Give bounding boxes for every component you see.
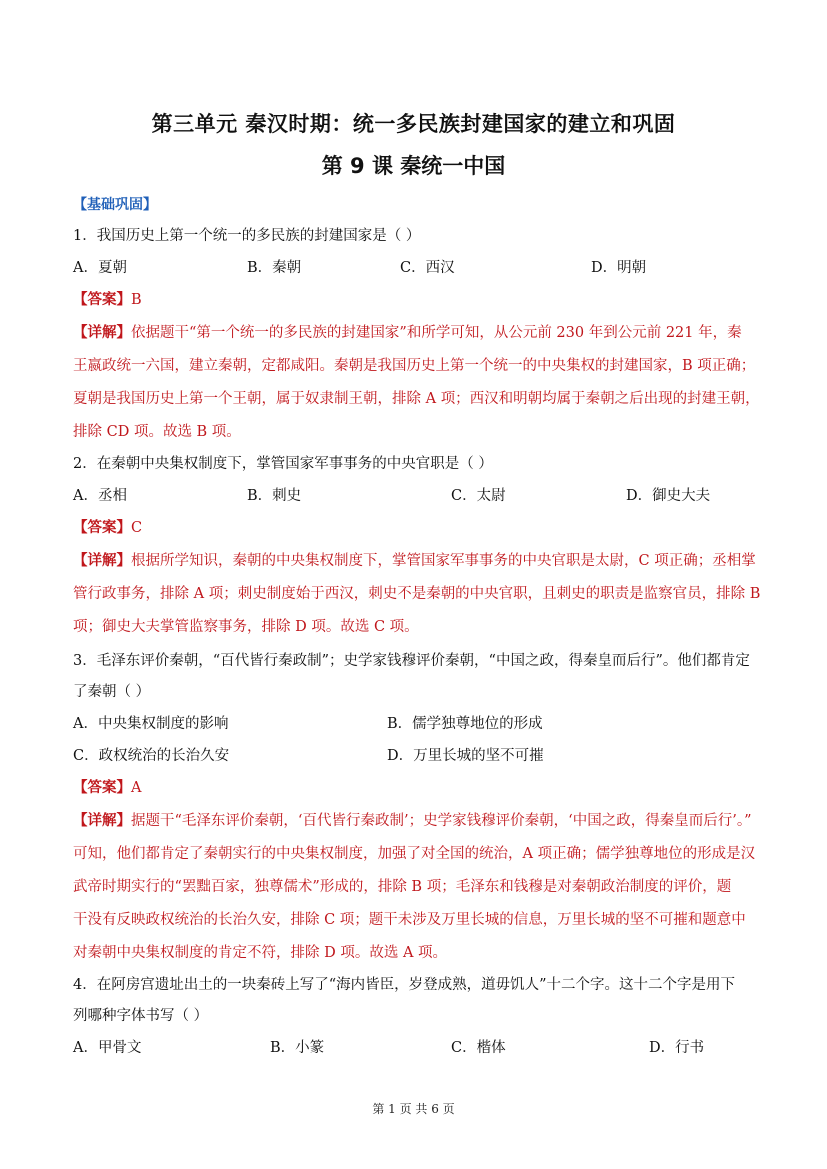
section-label: 【基础巩固】 [73,197,157,213]
detail-label: 【详解】 [73,325,131,341]
lesson-title: 第 9 课 秦统一中国 [321,154,506,178]
unit-title: 第三单元 秦汉时期：统一多民族封建国家的建立和巩固 [151,112,676,136]
question-2-detail-line: 管行政事务，排除 A 项；刺史制度始于西汉，刺史不是秦朝的中央官职，且刺史的职责是监察官员，排除 B [73,586,761,602]
question-3-option-a: A．中央集权制度的影响 [73,716,229,732]
answer-value: A [131,780,142,796]
answer-value: B [131,292,142,308]
question-1-detail-line: 夏朝是我国历史上第一个王朝，属于奴隶制王朝，排除 A 项；西汉和明朝均属于秦朝之后出现的封建王朝， [73,391,760,407]
answer-label: 【答案】 [73,292,131,308]
detail-label: 【详解】 [73,813,131,829]
question-4-stem: 列哪种字体书写（ ） [73,1008,209,1024]
answer-label: 【答案】 [73,780,131,796]
detail-text: 依据题干“第一个统一的多民族的封建国家”和所学可知，从公元前 230 年到公元前 221 年，秦 [131,325,742,341]
question-4-option-d: D．行书 [649,1040,705,1056]
question-1-option-a: A．夏朝 [73,260,127,276]
answer-value: C [131,520,143,536]
question-3-option-b: B．儒学独尊地位的形成 [387,716,543,732]
question-2-option-b: B．刺史 [247,488,302,504]
detail-text: 根据所学知识，秦朝的中央集权制度下，掌管国家军事事务的中央官职是太尉，C 项正确；丞相掌 [131,553,756,569]
question-2-detail-line: 项；御史大夫掌管监察事务，排除 D 项。故选 C 项。 [73,619,419,635]
question-3-detail-line: 干没有反映政权统治的长治久安，排除 C 项；题干未涉及万里长城的信息，万里长城的坚不可摧和题意中 [73,912,746,928]
question-3-answer [73,772,753,805]
question-1-option-c: C．西汉 [400,260,455,276]
question-4-stem: 4．在阿房宫遗址出土的一块秦砖上写了“海内皆臣，岁登成熟，道毋饥人”十二个字。这十二个字是用下 [73,977,736,993]
question-2-answer [73,512,753,545]
question-4-option-b: B．小篆 [270,1040,325,1056]
question-3-stem: 3．毛泽东评价秦朝，“百代皆行秦政制”；史学家钱穆评价秦朝，“中国之政，得秦皇而后行”。他们都肯定 [73,653,750,669]
page-footer: 第 1 页 共 6 页 [372,1102,455,1116]
question-3-option-d: D．万里长城的坚不可摧 [387,748,544,764]
question-2-option-d: D．御史大夫 [626,488,711,504]
question-2-option-a: A．丞相 [73,488,127,504]
question-1-detail-line: 王嬴政统一六国，建立秦朝，定都咸阳。秦朝是我国历史上第一个统一的中央集权的封建国家，B 项正确； [73,358,756,374]
question-3-detail-line: 对秦朝中央集权制度的肯定不符，排除 D 项。故选 A 项。 [73,945,448,961]
question-1-option-d: D．明朝 [591,260,647,276]
question-4-option-c: C．楷体 [451,1040,506,1056]
question-3-option-c: C．政权统治的长治久安 [73,748,230,764]
question-3-detail-line: 可知，他们都肯定了秦朝实行的中央集权制度，加强了对全国的统治，A 项正确；儒学独尊地位的形成是汉 [73,846,756,862]
question-1-stem: 1．我国历史上第一个统一的多民族的封建国家是（ ） [73,228,421,244]
detail-label: 【详解】 [73,553,131,569]
question-1-answer [73,284,753,317]
question-1-option-b: B．秦朝 [247,260,302,276]
question-2-option-c: C．太尉 [451,488,506,504]
question-4-option-a: A．甲骨文 [73,1040,142,1056]
question-2-stem: 2．在秦朝中央集权制度下，掌管国家军事事务的中央官职是（ ） [73,456,493,472]
question-1-detail-line: 排除 CD 项。故选 B 项。 [73,424,241,440]
question-3-detail-line: 武帝时期实行的“罢黜百家，独尊儒术”形成的，排除 B 项；毛泽东和钱穆是对秦朝政治制度的评价，题 [73,879,732,895]
question-2-detail-line [73,545,756,578]
question-1-detail-line [73,317,753,350]
question-3-detail-line [73,805,753,838]
detail-text: 据题干“毛泽东评价秦朝，‘百代皆行秦政制’；史学家钱穆评价秦朝，‘中国之政，得秦皇而后行’。” [131,813,752,829]
answer-label: 【答案】 [73,520,131,536]
question-3-stem: 了秦朝（ ） [73,684,151,700]
